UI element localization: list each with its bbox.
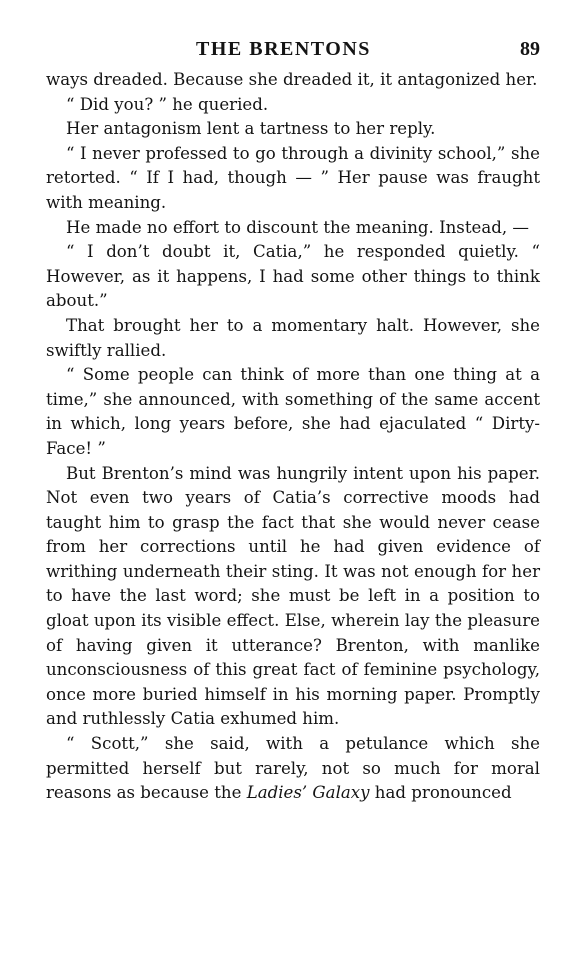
paragraph: That brought her to a momentary halt. However, she swiftly rallied. <box>46 315 540 360</box>
book-page <box>46 38 540 806</box>
body-text <box>46 68 540 806</box>
paragraph-text: “ Scott,” she said, with a petulance which she permitted herself but rarely, not so much for moral reasons as because the <box>46 734 540 803</box>
running-header <box>46 38 540 68</box>
paragraph: “ I don’t doubt it, Catia,” he responded quietly. “ However, as it happens, I had some other things to think about.” <box>46 242 540 311</box>
paragraph: “ I never professed to go through a divinity school,” she retorted. “ If I had, though — ” Her pause was fraught with meaning. <box>46 143 540 212</box>
paragraph <box>46 732 540 806</box>
paragraph: But Brenton’s mind was hungrily intent upon his paper. Not even two years of Catia’s corrective moods had taught him to grasp the fact that she would never cease from her corrections until he had given evidence of writhing underneath their sting. It was not enough for her to have the last word; she must be left in a position to gloat upon its visible effect. Else, wherein lay the pleasure of having given it utterance? Brenton, with manlike unconsciousness of this great fact of feminine psychology, once more buried himself in his morning paper. Promptly and ruthlessly Catia exhumed him. <box>46 463 540 729</box>
paragraph: ways dreaded. Because she dreaded it, it antagonized her. <box>46 70 538 89</box>
page-number: 89 <box>520 38 540 60</box>
paragraph-text: had pronounced <box>369 783 512 803</box>
paragraph: He made no effort to discount the meaning. Instead, — <box>66 217 529 237</box>
running-title: THE BRENTONS <box>196 38 371 60</box>
paragraph: “ Some people can think of more than one thing at a time,” she announced, with something of the same accent in which, long years before, she had ejaculated “ Dirty-Face! ” <box>46 365 540 458</box>
paragraph: Her antagonism lent a tartness to her reply. <box>66 119 436 139</box>
paragraph: “ Did you? ” he queried. <box>66 94 269 114</box>
magazine-title: Ladies’ Galaxy <box>246 783 370 803</box>
